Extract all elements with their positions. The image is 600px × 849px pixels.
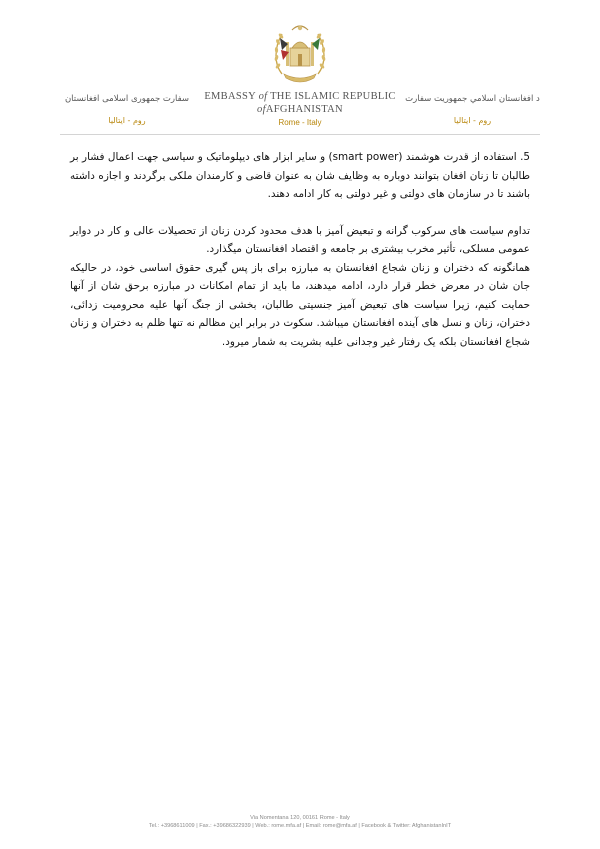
right-embassy-title: د افغانستان اسلامي جمهوریت سفارت	[405, 94, 540, 104]
embassy-title-line	[180, 90, 420, 103]
paragraph-policy-impact: تداوم سیاست های سرکوب گرانه و تبعیض آمیز با هدف محدود کردن زنان از تحصیلات عالی و کار در دوایر عمومی مسلکی، تأثیر مخرب بیشتری بر جامعه و اقتصاد افغانستان میگذارد.	[70, 224, 530, 255]
header-divider	[60, 134, 540, 135]
left-embassy-title: سفارت جمهوری اسلامی افغانستان	[64, 94, 190, 104]
embassy-word: EMBASSY	[204, 91, 256, 102]
letter-body	[70, 148, 530, 351]
left-city: روم - ایتالیا	[108, 116, 146, 125]
of-word-2: of	[257, 104, 266, 115]
footer-address: Via Nomentana 120, 00161 Rome - Italy	[250, 815, 350, 821]
afghanistan-word: AFGHANISTAN	[265, 104, 343, 115]
center-header-english	[180, 90, 420, 127]
left-header-persian	[62, 94, 192, 125]
footer	[100, 814, 500, 830]
right-header-pashto	[400, 94, 545, 125]
afghanistan-line	[180, 103, 420, 116]
paragraph-point-5: 5. استفاده از قدرت هوشمند (smart power) و سایر ابزار های دیپلوماتیک و سیاسی جهت اعمال فشار بر طالبان تا زنان افغان بتوانند دوباره به وظایف شان به عنوان قاضی و کارمندان ملکی برگردند و اجازه داشته باشند تا در سازمان های دولتی و غیر دولتی به کار ادامه دهند.	[70, 151, 531, 200]
afghanistan-emblem-icon	[268, 18, 332, 88]
paragraph-support-call: همانگونه که دختران و زنان شجاع افغانستان به مبارزه برای باز پس گیری حقوق اساسی خود، در حالیکه جان شان در معرض خطر قرار دارد، ادامه میدهند، ما باید از تمام امکانات در مبارزه برحق شان از آنها حمایت کنیم، زیرا سیاست های تبعیض آمیز جنسیتی طالبان، بخشی از جنگ آنها علیه محرومیت زدائی، دختران، زنان و نسل های آینده افغانستان میباشد. سکوت در برابر این مظالم نه تنها ظلم به دختران و زنان شجاع افغانستان بلکه یک رفتار غیر وجدانی علیه بشریت به شمار میرود.	[70, 261, 530, 348]
city-en: Rome - Italy	[278, 118, 322, 127]
islamic-republic-words: THE ISLAMIC REPUBLIC	[270, 91, 396, 102]
of-word: of	[258, 91, 268, 102]
footer-contacts: Tel.: +3968611009 | Fax.: +39686322939 | Web.: rome.mfa.af | Email: rome@mfa.af | Facebook & Twitter: AfghanistanInIT	[148, 823, 452, 829]
right-city: روم - ایتالیا	[453, 116, 492, 125]
letterhead	[0, 0, 600, 135]
